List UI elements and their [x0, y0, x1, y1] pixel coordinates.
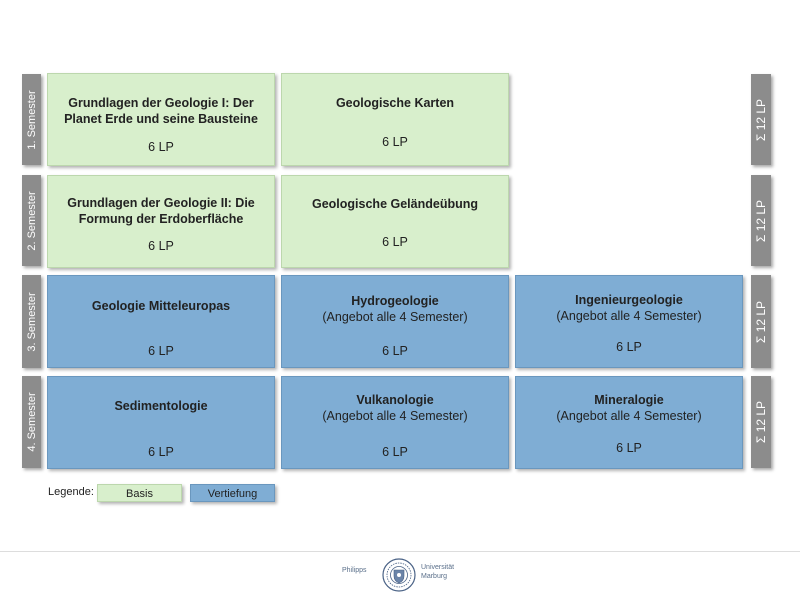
semester-label-1: 1. Semester: [22, 74, 41, 165]
module-lp: 6 LP: [148, 239, 174, 253]
module-lp: 6 LP: [382, 445, 408, 459]
module-title: Geologie Mitteleuropas: [91, 299, 231, 313]
module-lp: 6 LP: [382, 235, 408, 249]
footer-divider: [0, 551, 800, 552]
semester-sum-3: Σ 12 LP: [751, 275, 771, 368]
legend-label: Legende:: [48, 486, 94, 498]
module-lp: 6 LP: [148, 140, 174, 154]
module-note: (Angebot alle 4 Semester): [322, 310, 468, 324]
module-vulkanologie: [281, 376, 509, 469]
legend-vertiefung: Vertiefung: [190, 484, 275, 502]
module-sedimentologie: [47, 376, 275, 469]
module-gelaendeuebung: [281, 175, 509, 268]
module-geologie-mitteleuropas: [47, 275, 275, 368]
module-lp: 6 LP: [148, 445, 174, 459]
module-lp: 6 LP: [382, 344, 408, 358]
logo-text-right-2: Marburg: [421, 573, 448, 580]
module-title: Grundlagen der Geologie II: Die Formung der Erdoberfläche: [67, 196, 255, 226]
module-title: Ingenieurgeologie: [575, 293, 683, 307]
semester-sum-2: Σ 12 LP: [751, 175, 771, 266]
module-note: (Angebot alle 4 Semester): [322, 409, 468, 423]
module-title: Hydrogeologie: [351, 294, 439, 308]
module-title: Geologische Karten: [335, 96, 455, 110]
module-geologische-karten: [281, 73, 509, 166]
university-seal-icon: [382, 558, 416, 592]
module-note: (Angebot alle 4 Semester): [556, 309, 702, 323]
semester-label-2: 2. Semester: [22, 175, 41, 266]
logo-text-right: [421, 563, 454, 581]
module-lp: 6 LP: [616, 441, 642, 455]
module-grundlagen-geologie-2: [47, 175, 275, 268]
module-ingenieurgeologie: [515, 275, 743, 368]
module-lp: 6 LP: [616, 340, 642, 354]
module-title: Mineralogie: [594, 393, 664, 407]
module-hydrogeologie: [281, 275, 509, 368]
logo-text-right-1: Universität: [421, 564, 455, 571]
semester-sum-4: Σ 12 LP: [751, 376, 771, 468]
semester-sum-1: Σ 12 LP: [751, 74, 771, 165]
module-note: (Angebot alle 4 Semester): [556, 409, 702, 423]
module-title: Geologische Geländeübung: [312, 197, 478, 211]
module-lp: 6 LP: [148, 344, 174, 358]
module-grundlagen-geologie-1: [47, 73, 275, 166]
semester-label-4: 4. Semester: [22, 376, 41, 468]
logo-text-left: Philipps: [342, 567, 367, 574]
module-title: Sedimentologie: [114, 399, 208, 413]
semester-label-3: 3. Semester: [22, 275, 41, 368]
module-mineralogie: [515, 376, 743, 469]
legend-basis: Basis: [97, 484, 182, 502]
module-lp: 6 LP: [382, 135, 408, 149]
module-title: Grundlagen der Geologie I: Der Planet Erde und seine Bausteine: [64, 96, 258, 126]
module-title: Vulkanologie: [356, 393, 434, 407]
